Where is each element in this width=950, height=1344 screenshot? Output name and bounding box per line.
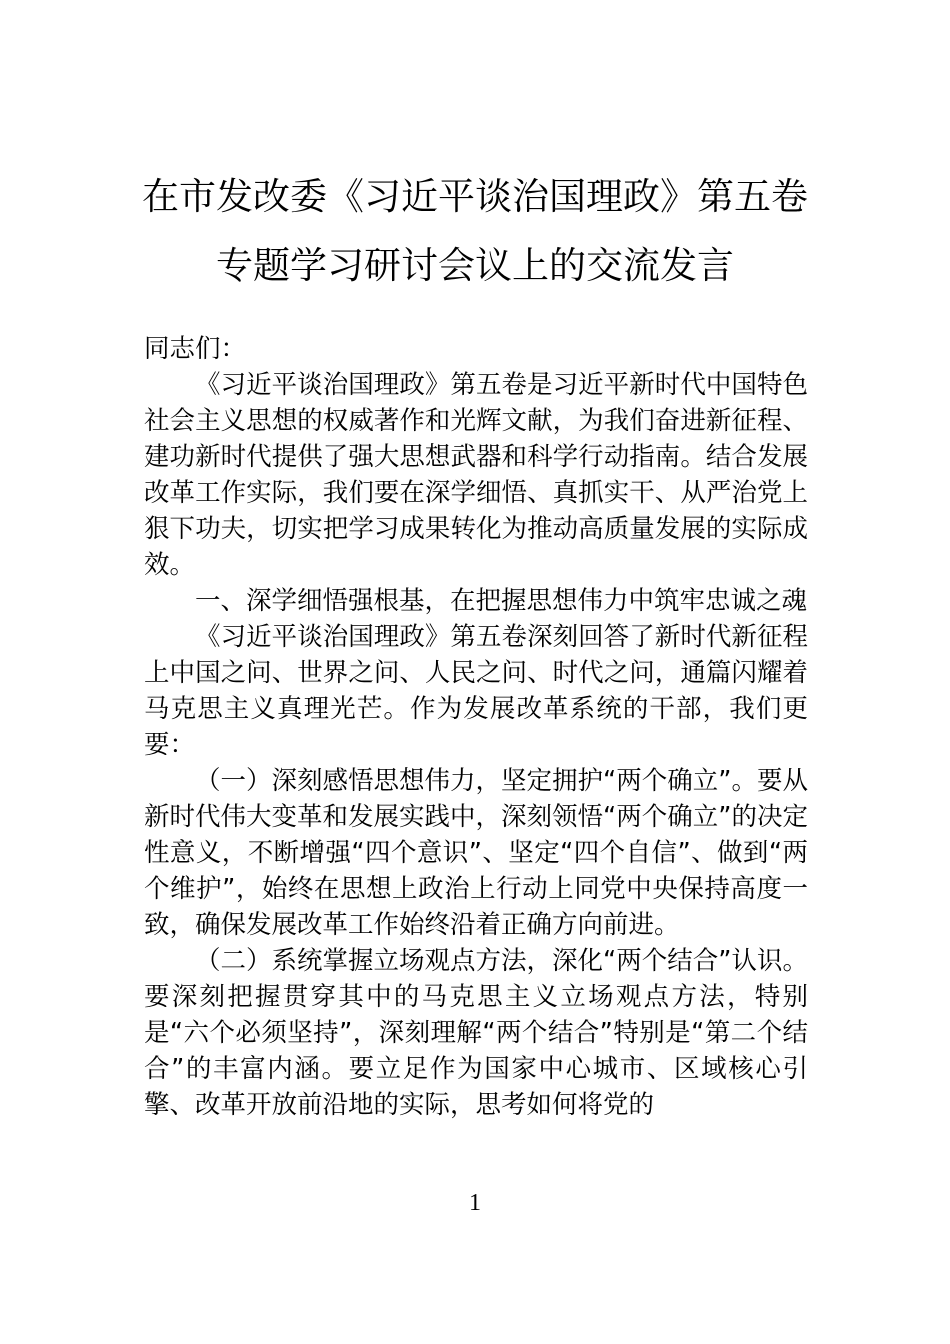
paragraph-section-1: 《习近平谈治国理政》第五卷深刻回答了新时代新征程上中国之问、世界之问、人民之问、时代之问，通篇闪耀着马克思主义真理光芒。作为发展改革系统的干部，我们更要：: [144, 622, 808, 760]
section-heading-1: 一、深学细悟强根基，在把握思想伟力中筑牢忠诚之魂: [195, 586, 808, 616]
paragraph-subsection-1: （一）深刻感悟思想伟力，坚定拥护“两个确立”。要从新时代伟大变革和发展实践中，深刻领悟“两个确立”的决定性意义，不断增强“四个意识”、坚定“四个自信”、做到“两个维护”，始终在思想上政治上行动上同党中央保持高度一致，确保发展改革工作始终沿着正确方向前进。: [144, 766, 808, 940]
salutation: 同志们：: [144, 334, 247, 364]
document-body: [144, 331, 808, 1123]
document-title-line-2: 专题学习研讨会议上的交流发言: [216, 244, 734, 287]
page-number: 1: [469, 1190, 481, 1216]
document-title-line-1: 在市发改委《习近平谈治国理政》第五卷: [142, 175, 808, 218]
paragraph-intro: 《习近平谈治国理政》第五卷是习近平新时代中国特色社会主义思想的权威著作和光辉文献，为我们奋进新征程、建功新时代提供了强大思想武器和科学行动指南。结合发展改革工作实际，我们要在深学细悟、真抓实干、从严治党上狠下功夫，切实把学习成果转化为推动高质量发展的实际成效。: [144, 370, 808, 580]
paragraph-subsection-2: （二）系统掌握立场观点方法，深化“两个结合”认识。要深刻把握贯穿其中的马克思主义立场观点方法，特别是“六个必须坚持”，深刻理解“两个结合”特别是“第二个结合”的丰富内涵。要立足作为国家中心城市、区域核心引擎、改革开放前沿地的实际，思考如何将党的: [144, 946, 808, 1120]
